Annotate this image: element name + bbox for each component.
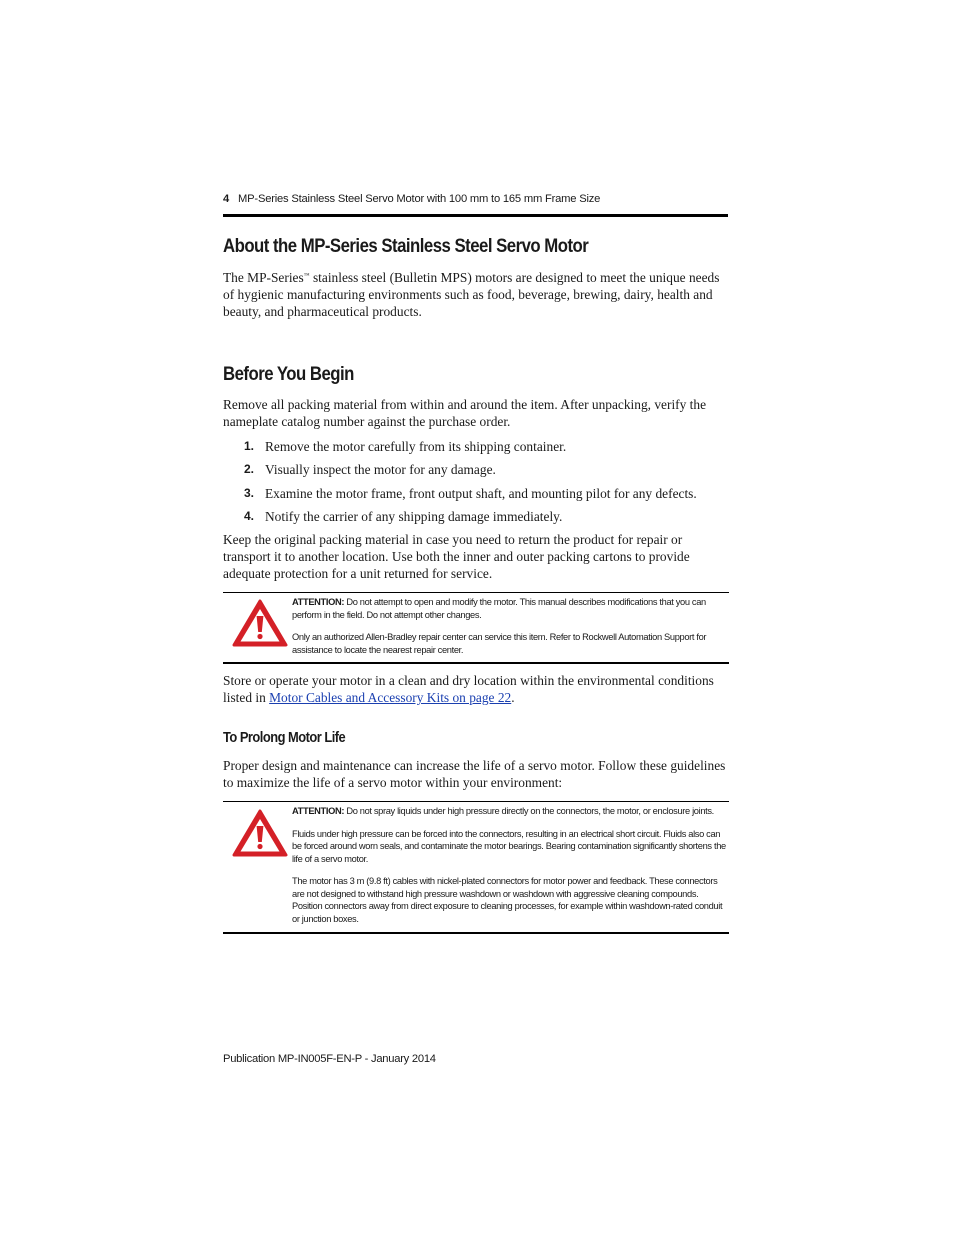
- prolong-intro-paragraph: Proper design and maintenance can increase the life of a servo motor. Follow these guidelines to maximize the life of a servo motor within your environment:: [223, 758, 726, 790]
- list-item: [223, 438, 729, 461]
- attention-box-liquids: [223, 801, 729, 934]
- step-number: 2.: [244, 462, 255, 477]
- attention-label: ATTENTION:: [292, 806, 345, 816]
- store-text: Store or operate your motor in a clean and dry location within the environmental conditions listed in: [223, 673, 714, 705]
- attention-paragraph: The motor has 3 m (9.8 ft) cables with nickel-plated connectors for motor power and feedback. These connectors are not designed to withstand high pressure washdown or washdown with aggressive cleaning compounds. Position connectors away from direct exposure to cleaning processes, for example within washdown-rated conduit or junction boxes.: [292, 876, 723, 924]
- attention-paragraph: [292, 596, 729, 621]
- warning-triangle-icon: [232, 598, 288, 648]
- publication-footer: Publication MP-IN005F-EN-P - January 2014: [223, 1053, 436, 1065]
- store-paragraph: [223, 672, 729, 706]
- heading-prolong-motor-life: To Prolong Motor Life: [223, 729, 346, 746]
- step-number: 1.: [244, 439, 255, 453]
- header-rule: [223, 214, 728, 217]
- store-text-end: .: [511, 690, 515, 705]
- attention-paragraph: Fluids under high pressure can be forced into the connectors, resulting in an electrical short circuit. Fluids also can be forced around worn seals, and contaminate the motor bearings. Bearing contamination significantly shortens the life of a servo motor.: [292, 828, 726, 864]
- list-item: [223, 508, 729, 531]
- step-number: 3.: [244, 485, 255, 500]
- running-header: [223, 193, 729, 205]
- step-text: Remove the motor carefully from its shipping container.: [265, 439, 567, 454]
- begin-intro-paragraph: Remove all packing material from within and around the item. After unpacking, verify the nameplate catalog number against the purchase order.: [223, 397, 707, 429]
- trademark-mark: ™: [303, 273, 310, 279]
- keep-packing-paragraph: Keep the original packing material in case you need to return the product for repair or transport it to another location. Use both the inner and outer packing cartons to provide adequate protection for a unit returned for service.: [223, 532, 690, 581]
- heading-about: About the MP-Series Stainless Steel Servo Motor: [223, 235, 589, 257]
- attention-text-1: Do not spray liquids under high pressure directly on the connectors, the motor, or enclosure joints.: [344, 806, 714, 816]
- step-text: Visually inspect the motor for any damage.: [265, 462, 496, 478]
- step-text: Examine the motor frame, front output shaft, and mounting pilot for any defects.: [265, 485, 697, 501]
- about-text-rest: stainless steel (Bulletin MPS) motors are designed to meet the unique needs of hygienic manufacturing environments such as food, beverage, brewing, dairy, health and beauty, and pharmaceutical products.: [223, 270, 720, 319]
- attention-box-modify: [223, 592, 729, 664]
- unpacking-steps: [223, 438, 729, 531]
- motor-cables-link[interactable]: Motor Cables and Accessory Kits on page 22: [269, 690, 512, 705]
- list-item: [223, 485, 729, 508]
- attention-text: [292, 805, 729, 935]
- attention-paragraph: Only an authorized Allen-Bradley repair center can service this item. Refer to Rockwell Automation Support for assistance to locate the nearest repair center.: [292, 632, 707, 655]
- list-item: [223, 461, 729, 484]
- attention-paragraph: [292, 805, 729, 818]
- step-text: Notify the carrier of any shipping damage immediately.: [265, 508, 563, 524]
- about-paragraph: [223, 268, 729, 320]
- attention-text: [292, 596, 729, 666]
- step-number: 4.: [244, 508, 255, 523]
- page-number: 4: [223, 193, 230, 205]
- attention-label: ATTENTION:: [292, 597, 345, 607]
- heading-before-you-begin: Before You Begin: [223, 363, 354, 385]
- running-title: MP-Series Stainless Steel Servo Motor with 100 mm to 165 mm Frame Size: [238, 193, 601, 205]
- attention-text-1: Do not attempt to open and modify the motor. This manual describes modifications that you can perform in the field. Do not attempt other changes.: [292, 597, 706, 620]
- warning-triangle-icon: [232, 808, 288, 858]
- about-text-start: The MP-Series: [223, 270, 304, 285]
